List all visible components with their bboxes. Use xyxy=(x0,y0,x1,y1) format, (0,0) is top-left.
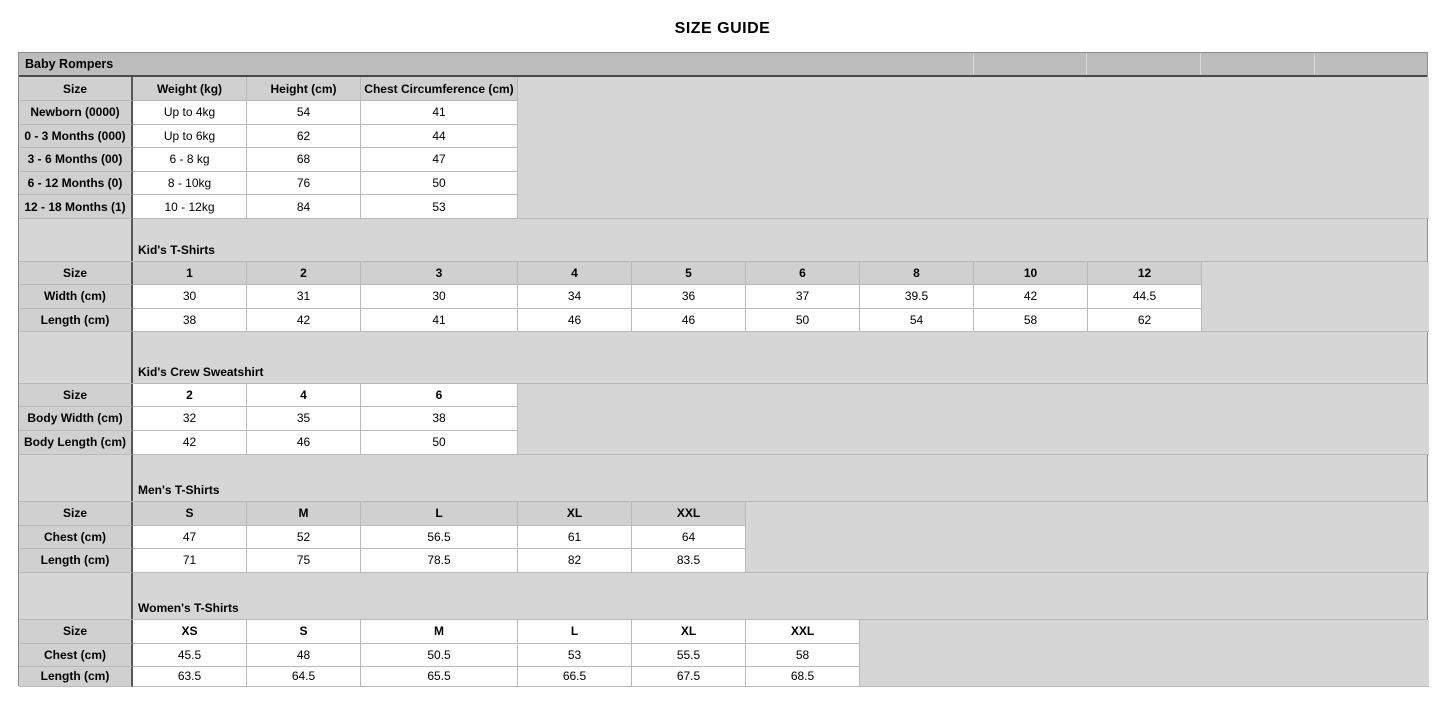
baby-header-height: Height (cm) xyxy=(247,77,361,101)
kids-row-label: Width (cm) xyxy=(19,285,133,309)
table-cell: 75 xyxy=(247,549,361,573)
table-cell: 64.5 xyxy=(247,667,361,687)
crew-header: 4 xyxy=(247,384,361,407)
table-cell: 34 xyxy=(518,285,632,309)
table-cell: 41 xyxy=(361,309,518,332)
table-cell: 76 xyxy=(247,172,361,196)
crew-row-label: Body Length (cm) xyxy=(19,431,133,455)
empty-cell xyxy=(19,332,133,383)
table-cell: 30 xyxy=(133,285,247,309)
kids-row-label: Length (cm) xyxy=(19,309,133,332)
table-cell: 54 xyxy=(247,101,361,125)
kids-header: 6 xyxy=(746,262,860,285)
womens-header: XXL xyxy=(746,620,860,644)
mens-tshirts-section xyxy=(19,502,1427,573)
mens-header: S xyxy=(133,502,247,526)
kids-crew-section xyxy=(19,384,1427,455)
womens-header: L xyxy=(518,620,632,644)
size-guide-table xyxy=(18,52,1428,686)
baby-row-label: 0 - 3 Months (000) xyxy=(19,125,133,149)
table-cell: 46 xyxy=(247,431,361,455)
empty-cell xyxy=(1200,53,1314,75)
baby-row-label: 6 - 12 Months (0) xyxy=(19,172,133,196)
table-cell: 68 xyxy=(247,148,361,172)
kids-tshirts-title-row xyxy=(19,219,1427,262)
table-cell: 78.5 xyxy=(361,549,518,573)
section-title-kids-tshirts: Kid's T-Shirts xyxy=(138,242,215,257)
womens-tshirts-section xyxy=(19,620,1427,687)
baby-row-label: 12 - 18 Months (1) xyxy=(19,195,133,219)
table-cell: 50 xyxy=(746,309,860,332)
table-cell: 31 xyxy=(247,285,361,309)
table-cell: 68.5 xyxy=(746,667,860,687)
filler-area xyxy=(518,384,1429,455)
table-cell: 48 xyxy=(247,644,361,667)
baby-header-chest: Chest Circumference (cm) xyxy=(361,77,518,101)
filler-area xyxy=(1202,262,1429,332)
table-cell: 50 xyxy=(361,431,518,455)
table-cell: 10 - 12kg xyxy=(133,195,247,219)
empty-cell xyxy=(19,573,133,619)
table-cell: 46 xyxy=(632,309,746,332)
table-cell: 71 xyxy=(133,549,247,573)
kids-header-size: Size xyxy=(19,262,133,285)
empty-cell xyxy=(19,219,133,261)
filler-area xyxy=(746,502,1429,573)
table-cell: 67.5 xyxy=(632,667,746,687)
table-cell: 32 xyxy=(133,407,247,431)
table-cell: 8 - 10kg xyxy=(133,172,247,196)
page-title: SIZE GUIDE xyxy=(674,20,771,37)
table-cell: 65.5 xyxy=(361,667,518,687)
mens-header: L xyxy=(361,502,518,526)
crew-header: 6 xyxy=(361,384,518,407)
table-cell: 54 xyxy=(860,309,974,332)
kids-header: 4 xyxy=(518,262,632,285)
mens-tshirts-title-row xyxy=(19,455,1427,502)
empty-cell xyxy=(19,455,133,501)
table-cell: 62 xyxy=(1088,309,1202,332)
table-cell: Up to 4kg xyxy=(133,101,247,125)
mens-row-label: Chest (cm) xyxy=(19,526,133,549)
table-cell: 47 xyxy=(361,148,518,172)
table-cell: 35 xyxy=(247,407,361,431)
baby-header-weight: Weight (kg) xyxy=(133,77,247,101)
womens-header-size: Size xyxy=(19,620,133,644)
kids-header: 2 xyxy=(247,262,361,285)
table-cell: 56.5 xyxy=(361,526,518,549)
womens-header: XL xyxy=(632,620,746,644)
table-cell: 58 xyxy=(746,644,860,667)
table-cell: 37 xyxy=(746,285,860,309)
mens-header: M xyxy=(247,502,361,526)
table-cell: 44.5 xyxy=(1088,285,1202,309)
kids-header: 10 xyxy=(974,262,1088,285)
empty-cell xyxy=(1086,53,1200,75)
table-cell: 53 xyxy=(361,195,518,219)
table-cell: 46 xyxy=(518,309,632,332)
section-title-womens-tshirts: Women's T-Shirts xyxy=(138,600,239,615)
baby-rompers-title-row xyxy=(19,53,1427,77)
crew-header: 2 xyxy=(133,384,247,407)
filler-area xyxy=(518,77,1429,219)
table-cell: 45.5 xyxy=(133,644,247,667)
mens-row-label: Length (cm) xyxy=(19,549,133,573)
table-cell: 38 xyxy=(133,309,247,332)
table-cell: 53 xyxy=(518,644,632,667)
section-title-baby-rompers: Baby Rompers xyxy=(25,57,114,71)
table-cell: 66.5 xyxy=(518,667,632,687)
kids-header: 1 xyxy=(133,262,247,285)
baby-row-label: Newborn (0000) xyxy=(19,101,133,125)
mens-header: XL xyxy=(518,502,632,526)
table-cell: 47 xyxy=(133,526,247,549)
table-cell: 44 xyxy=(361,125,518,149)
filler-area xyxy=(860,620,1429,687)
womens-row-label: Length (cm) xyxy=(19,667,133,687)
womens-row-label: Chest (cm) xyxy=(19,644,133,667)
table-cell: 42 xyxy=(247,309,361,332)
table-cell: 36 xyxy=(632,285,746,309)
mens-header: XXL xyxy=(632,502,746,526)
section-title-mens-tshirts: Men's T-Shirts xyxy=(138,482,220,497)
table-cell: 61 xyxy=(518,526,632,549)
kids-header: 3 xyxy=(361,262,518,285)
table-cell: 83.5 xyxy=(632,549,746,573)
kids-crew-title-row xyxy=(19,332,1427,384)
womens-header: M xyxy=(361,620,518,644)
table-cell: 62 xyxy=(247,125,361,149)
table-cell: 64 xyxy=(632,526,746,549)
table-cell: 30 xyxy=(361,285,518,309)
empty-cell xyxy=(1314,53,1427,75)
table-cell: 42 xyxy=(133,431,247,455)
table-cell: 50.5 xyxy=(361,644,518,667)
table-cell: 52 xyxy=(247,526,361,549)
empty-cell xyxy=(973,53,1087,75)
table-cell: 41 xyxy=(361,101,518,125)
crew-header-size: Size xyxy=(19,384,133,407)
table-cell: 38 xyxy=(361,407,518,431)
table-cell: 42 xyxy=(974,285,1088,309)
section-title-kids-crew: Kid's Crew Sweatshirt xyxy=(138,364,264,379)
table-cell: 50 xyxy=(361,172,518,196)
table-cell: 82 xyxy=(518,549,632,573)
baby-header-size: Size xyxy=(19,77,133,101)
table-cell: 6 - 8 kg xyxy=(133,148,247,172)
kids-header: 5 xyxy=(632,262,746,285)
kids-header: 8 xyxy=(860,262,974,285)
womens-header: S xyxy=(247,620,361,644)
womens-tshirts-title-row xyxy=(19,573,1427,620)
table-cell: 39.5 xyxy=(860,285,974,309)
kids-tshirts-section xyxy=(19,262,1427,332)
baby-row-label: 3 - 6 Months (00) xyxy=(19,148,133,172)
table-cell: 84 xyxy=(247,195,361,219)
baby-rompers-section xyxy=(19,77,1427,219)
table-cell: Up to 6kg xyxy=(133,125,247,149)
table-cell: 55.5 xyxy=(632,644,746,667)
womens-header: XS xyxy=(133,620,247,644)
crew-row-label: Body Width (cm) xyxy=(19,407,133,431)
kids-header: 12 xyxy=(1088,262,1202,285)
table-cell: 63.5 xyxy=(133,667,247,687)
table-cell: 58 xyxy=(974,309,1088,332)
mens-header-size: Size xyxy=(19,502,133,526)
